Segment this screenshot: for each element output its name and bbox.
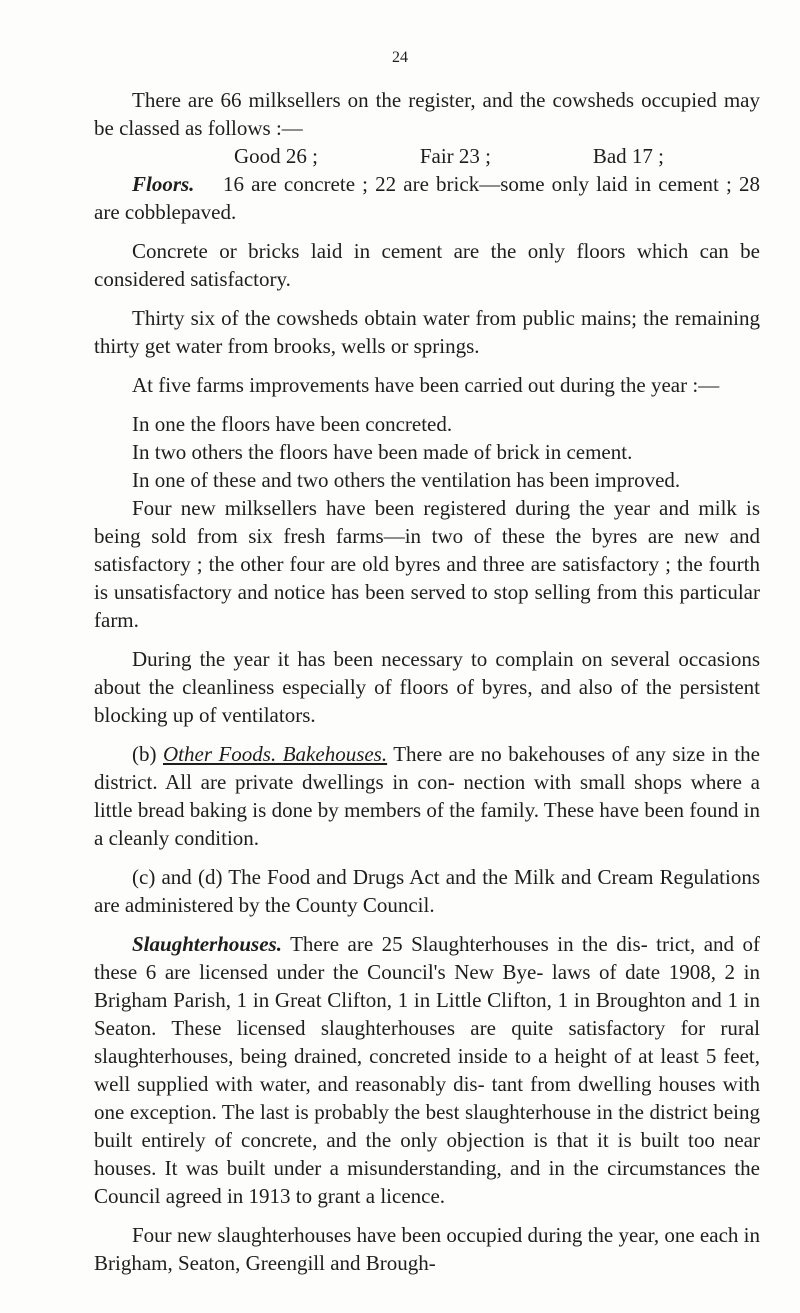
improvement-one: In one the floors have been concreted. (132, 412, 453, 436)
grading-good: Good 26 ; (234, 144, 318, 168)
water-paragraph: Thirty six of the cowsheds obtain water from public mains; the remaining thirty get water from brooks, wells or springs. (94, 306, 760, 358)
complaints-paragraph: During the year it has been necessary to complain on several occasions about the cleanliness especially of floors of byres, and also of the persistent blocking up of ventilators. (94, 647, 760, 727)
floors-heading: Floors. (132, 172, 195, 196)
floors-text: 16 are concrete ; 22 are brick—some only laid in cement ; 28 are cobblepaved. (94, 172, 760, 224)
grading-fair: Fair 23 ; (419, 144, 491, 168)
food-drugs-paragraph: (c) and (d) The Food and Drugs Act and the Milk and Cream Regulations are administered by the County Council. (94, 865, 760, 917)
other-foods-heading: Other Foods. Bakehouses. (163, 742, 388, 766)
new-slaughterhouses-paragraph: Four new slaughterhouses have been occupied during the year, one each in Brigham, Seaton, Greengill and Brough- (94, 1223, 760, 1275)
slaughterhouses-text: There are 25 Slaughterhouses in the dis- trict, and of these 6 are licensed under the Council's New Bye- laws of date 1908, 2 in Brigham Parish, 1 in Great Clifton, 1 in Little Clifton, 1 in Broughton and 1 in Seaton. These licensed slaughterhouses are quite satisfactory for rural slaughterhouses, being drained, concreted inside to a height of at least 5 feet, well supplied with water, and reasonably dis- tant from dwelling houses with one exception. The last is probably the best slaughterhouse in the district being built entirely of concrete, and the only objection is that it is built too near houses. It was built under a misunderstanding, and in the circumstances the Council agreed in 1913 to grant a licence. (94, 932, 760, 1208)
floors-paragraph (94, 170, 760, 226)
slaughterhouses-paragraph (94, 930, 760, 1210)
concrete-paragraph: Concrete or bricks laid in cement are the only floors which can be considered satisfactory. (94, 239, 760, 291)
improvement-two: In two others the floors have been made of brick in cement. (132, 440, 633, 464)
other-foods-label: (b) (132, 742, 157, 766)
other-foods-text: There are no bakehouses of any size in the district. All are private dwellings in con- nection with small shops where a little bread baking is done by members of the family. These have been found in a cleanly condition. (94, 742, 761, 850)
page-number: 24 (392, 49, 408, 66)
new-milksellers-paragraph: Four new milksellers have been registered during the year and milk is being sold from six fresh farms—in two of these the byres are new and satisfactory ; the other four are old byres and three are satisfactory ; the fourth is unsatisfactory and notice has been served to stop selling from this particular farm. (94, 496, 760, 632)
cowshed-grading (234, 142, 664, 170)
grading-bad: Bad 17 ; (592, 144, 664, 168)
improvements-paragraph: At five farms improvements have been carried out during the year :— (132, 373, 720, 397)
improvement-ventilation: In one of these and two others the ventilation has been improved. (132, 468, 681, 492)
intro-paragraph: There are 66 milksellers on the register, and the cowsheds occupied may be classed as follows :— (94, 88, 760, 140)
slaughterhouses-heading: Slaughterhouses. (132, 932, 282, 956)
page-body (94, 86, 760, 1277)
other-foods-paragraph (94, 740, 760, 852)
